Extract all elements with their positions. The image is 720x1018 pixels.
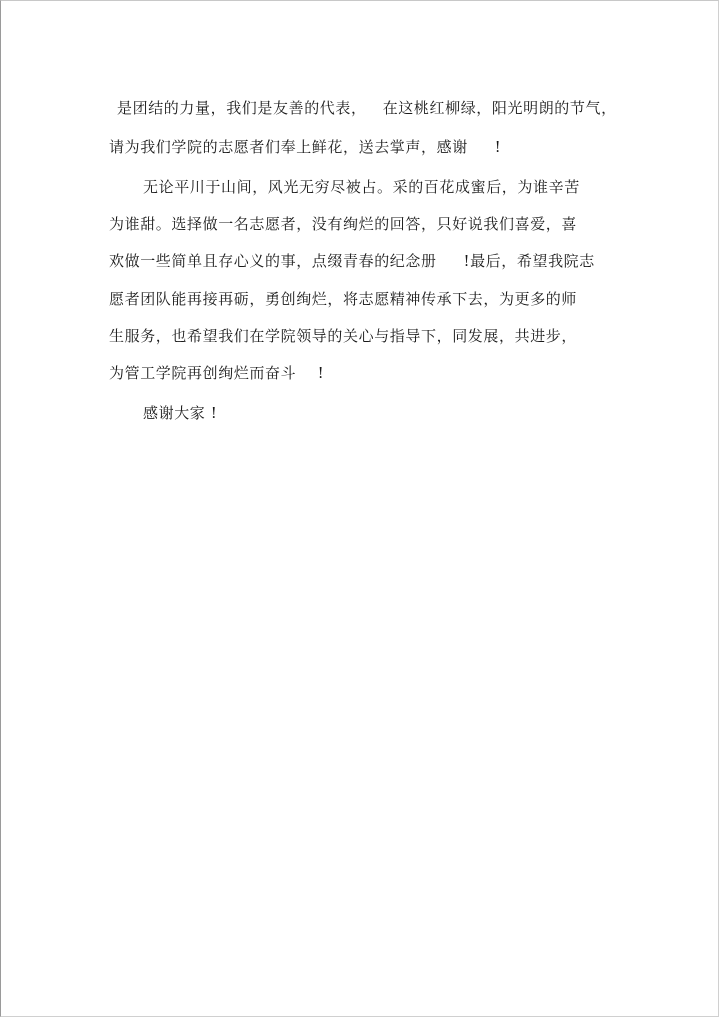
paragraph-line-6: 愿者团队能再接再砺，勇创绚烂，将志愿精神传承下去，为更多的师: [109, 290, 578, 308]
paragraph-line-4: 为谁甜。选择做一名志愿者，没有绚烂的回答，只好说我们喜爱，喜: [109, 215, 578, 233]
paragraph-line-5: 欢做一些简单且存心义的事，点缀青春的纪念册 !最后，希望我院志: [109, 252, 595, 270]
closing-line: 感谢大家 !: [143, 404, 218, 422]
paragraph-line-2: 请为我们学院的志愿者们奉上鲜花，送去掌声，感谢 !: [109, 138, 502, 156]
paragraph-line-3: 无论平川于山间，风光无穷尽被占。采的百花成蜜后，为谁辛苦: [143, 178, 580, 196]
paragraph-line-1: 是团结的力量，我们是友善的代表， 在这桃红柳绿，阳光明朗的节气，: [117, 99, 617, 117]
paragraph-line-7: 生服务，也希望我们在学院领导的关心与指导下，同发展，共进步，: [109, 327, 578, 345]
paragraph-line-8: 为管工学院再创绚烂而奋斗 !: [109, 364, 325, 382]
